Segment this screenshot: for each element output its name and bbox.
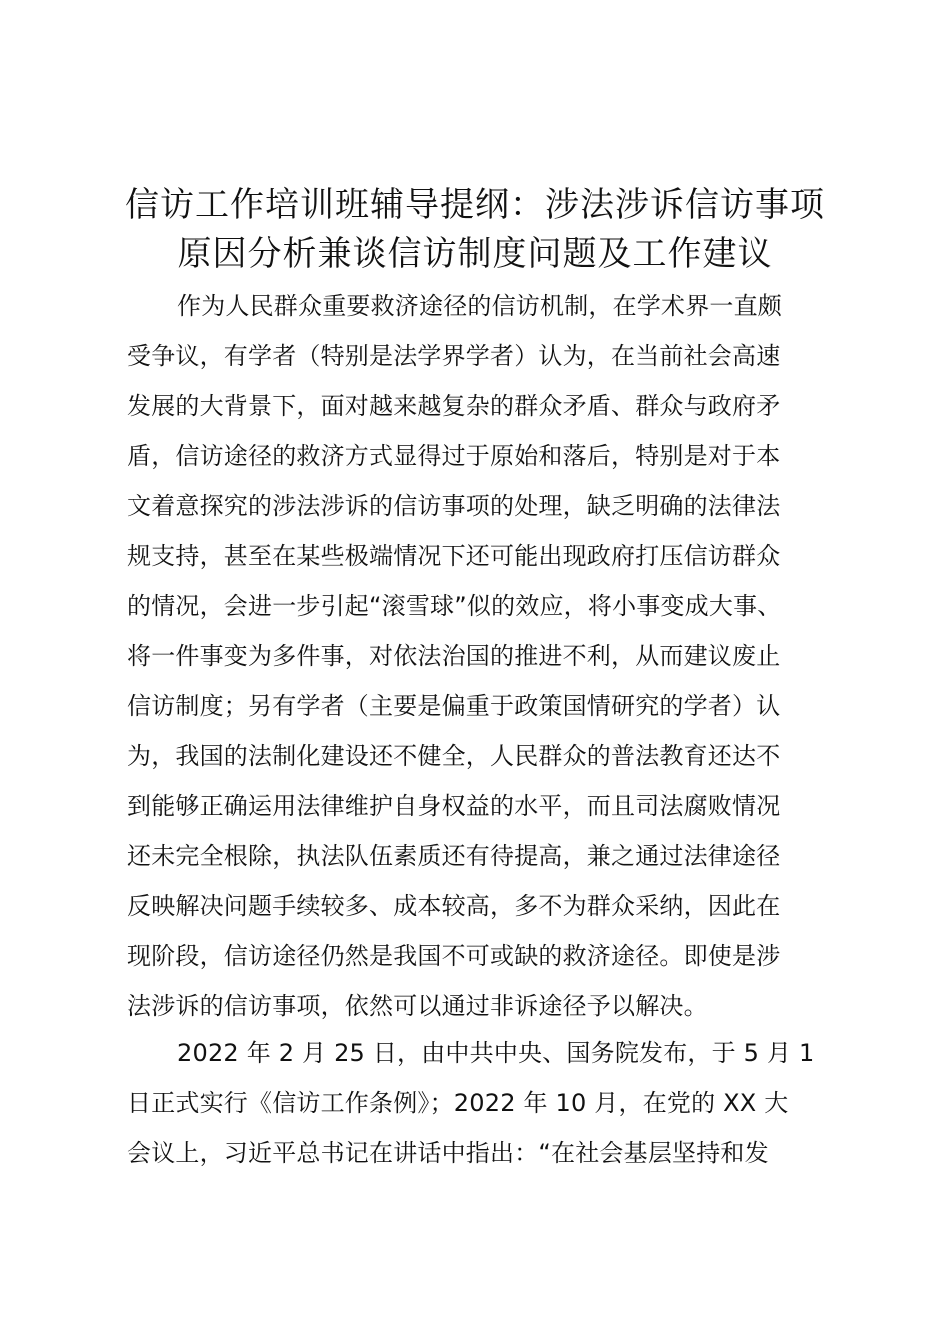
paragraph-1-line: 法涉诉的信访事项，依然可以通过非诉途径予以解决。: [127, 992, 708, 1020]
paragraph-1-line: 信访制度；另有学者（主要是偏重于政策国情研究的学者）认: [127, 692, 781, 720]
paragraph-1-line: 现阶段，信访途径仍然是我国不可或缺的救济途径。即使是涉: [127, 942, 781, 970]
paragraph-1-line: 为，我国的法制化建设还不健全，人民群众的普法教育还达不: [127, 742, 781, 770]
paragraph-1-line: 受争议，有学者（特别是法学界学者）认为，在当前社会高速: [127, 342, 781, 370]
paragraph-1-line: 规支持，甚至在某些极端情况下还可能出现政府打压信访群众: [127, 542, 781, 570]
title-line-2: 原因分析兼谈信访制度问题及工作建议: [177, 234, 773, 274]
paragraph-1-line: 将一件事变为多件事，对依法治国的推进不利，从而建议废止: [127, 642, 781, 670]
paragraph-2: [127, 1028, 839, 1178]
paragraph-1-line: 反映解决问题手续较多、成本较高，多不为群众采纳，因此在: [127, 892, 781, 920]
paragraph-2-line: 2022 年 2 月 25 日，由中共中央、国务院发布，于 5 月 1: [177, 1039, 815, 1067]
paragraph-1-line: 的情况，会进一步引起“滚雪球”似的效应，将小事变成大事、: [127, 592, 782, 620]
document-title: [90, 181, 860, 279]
paragraph-1-line: 还未完全根除，执法队伍素质还有待提高，兼之通过法律途径: [127, 842, 781, 870]
paragraph-1-line: 发展的大背景下，面对越来越复杂的群众矛盾、群众与政府矛: [127, 392, 781, 420]
paragraph-1-line: 文着意探究的涉法涉诉的信访事项的处理，缺乏明确的法律法: [127, 492, 781, 520]
paragraph-1-line: 盾，信访途径的救济方式显得过于原始和落后，特别是对于本: [127, 442, 781, 470]
paragraph-1-line: 到能够正确运用法律维护自身权益的水平，而且司法腐败情况: [127, 792, 781, 820]
paragraph-1-line: 作为人民群众重要救济途径的信访机制，在学术界一直颇: [177, 292, 782, 320]
title-line-1: 信访工作培训班辅导提纲：涉法涉诉信访事项: [125, 185, 825, 225]
paragraph-2-line: 会议上，习近平总书记在讲话中指出：“在社会基层坚持和发: [127, 1139, 769, 1167]
paragraph-1: [127, 281, 839, 1031]
paragraph-2-line: 日正式实行《信访工作条例》；2022 年 10 月，在党的 XX 大: [127, 1089, 789, 1117]
